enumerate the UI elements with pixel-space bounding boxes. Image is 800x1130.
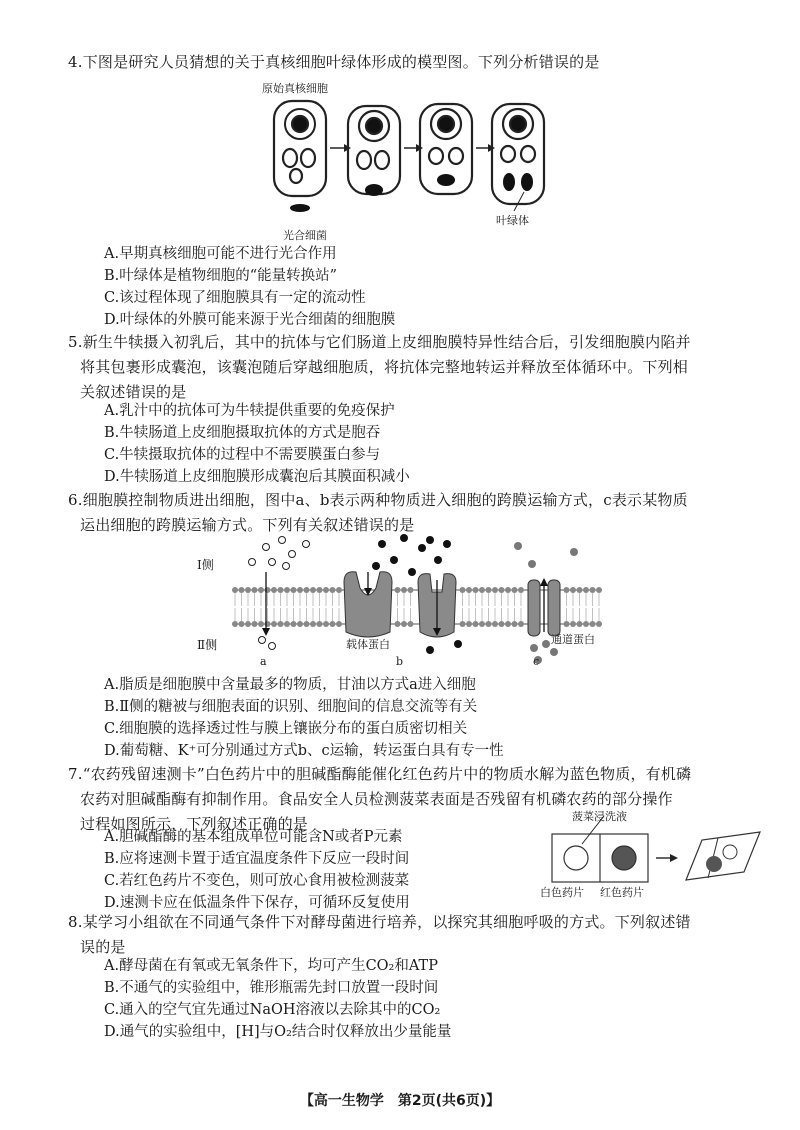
q6-option-a: A.脂质是细胞膜中含量最多的物质，甘油以方式a进入细胞 — [104, 677, 476, 693]
cell-stage-2 — [348, 106, 400, 194]
lipid-head — [252, 587, 258, 593]
q5-stem-line: 关叙述错误的是 — [80, 383, 187, 401]
lipid-head — [512, 621, 518, 627]
lipid-head — [317, 587, 323, 593]
label-channel-protein: 通道蛋白 — [551, 633, 595, 646]
lipid-head — [304, 621, 310, 627]
label-side-2: Ⅱ侧 — [197, 638, 218, 652]
q8-option-a: A.酵母菌在有氧或无氧条件下，均可产生CO₂和ATP — [104, 958, 438, 974]
lipid-head — [310, 587, 316, 593]
lipid-head — [323, 621, 329, 627]
label-chloroplast: 叶绿体 — [496, 214, 529, 227]
lipid-head — [395, 587, 401, 593]
lipid-head — [284, 587, 290, 593]
q8-options — [104, 955, 451, 1043]
lipid-head — [570, 621, 576, 627]
q5-option-a: A.乳汁中的抗体可为牛犊提供重要的免疫保护 — [104, 403, 395, 419]
q7-option-c: C.若红色药片不变色，则可放心食用被检测菠菜 — [104, 873, 410, 889]
q7-option-d: D.速测卡应在低温条件下保存，可循环反复使用 — [104, 895, 410, 911]
lipid-head — [564, 621, 570, 627]
cell-stage-4 — [492, 104, 544, 204]
q8-option-b: B.不通气的实验组中，锥形瓶需先封口放置一段时间 — [104, 980, 439, 996]
lipid-head — [232, 587, 238, 593]
label-a: a — [260, 655, 267, 668]
lipid-head — [460, 587, 466, 593]
q6-stem-line: 运出细胞的跨膜运输方式。下列有关叙述错误的是 — [80, 516, 415, 534]
red-tablet — [612, 846, 636, 870]
q8-option-c: C.通入的空气宜先通过NaOH溶液以去除其中的CO₂ — [104, 1002, 441, 1018]
q6-option-d: D.葡萄糖、K⁺可分别通过方式b、c运输，转运蛋白具有专一性 — [104, 743, 504, 759]
lipid-head — [499, 587, 505, 593]
lipid-head — [408, 621, 414, 627]
q5-option-d: D.牛犊肠道上皮细胞膜形成囊泡后其膜面积减小 — [104, 469, 410, 485]
lipid-head — [336, 621, 342, 627]
q7-stem-line: 7.“农药残留速测卡”白色药片中的胆碱酯酶能催化红色药片中的物质水解为蓝色物质，有机磷 — [68, 765, 692, 783]
lipid-head — [330, 621, 336, 627]
lipid-head — [505, 587, 511, 593]
lipid-head — [336, 587, 342, 593]
label-side-1: Ⅰ侧 — [197, 558, 214, 572]
lipid-head — [570, 587, 576, 593]
lipid-head — [258, 621, 264, 627]
lipid-head — [596, 621, 602, 627]
lipid-head — [518, 587, 524, 593]
lipid-head — [518, 621, 524, 627]
q4-option-c: C.该过程体现了细胞膜具有一定的流动性 — [104, 290, 366, 306]
lipid-head — [330, 587, 336, 593]
lipid-head — [499, 621, 505, 627]
q5-options — [104, 400, 410, 488]
lipid-head — [408, 587, 414, 593]
lipid-head — [583, 587, 589, 593]
cell-stage-1 — [274, 101, 326, 196]
lipid-head — [466, 587, 472, 593]
q8-stem-line: 误的是 — [80, 938, 126, 956]
lipid-head — [466, 621, 472, 627]
q6-options — [104, 674, 504, 762]
lipid-head — [486, 621, 492, 627]
q4-option-d: D.叶绿体的外膜可能来源于光合细菌的细胞膜 — [104, 312, 396, 328]
lipid-head — [278, 587, 284, 593]
label-carrier-protein: 载体蛋白 — [346, 638, 390, 651]
lipid-head — [271, 587, 277, 593]
q8-stem-line: 8.某学习小组欲在不同通气条件下对酵母菌进行培养，以探究其细胞呼吸的方式。下列叙述错 — [68, 913, 691, 931]
lipid-head — [473, 621, 479, 627]
lipid-head — [583, 621, 589, 627]
lipid-head — [278, 621, 284, 627]
lipid-head — [492, 587, 498, 593]
lipid-head — [304, 587, 310, 593]
q4-option-a: A.早期真核细胞可能不进行光合作用 — [104, 246, 337, 262]
lipid-head — [401, 621, 407, 627]
lipid-head — [271, 621, 277, 627]
lipid-head — [232, 621, 238, 627]
lipid-head — [512, 587, 518, 593]
q5-stem-line: 将其包裹形成囊泡，该囊泡随后穿越细胞质，将抗体完整地转运并释放至体循环中。下列相 — [80, 358, 689, 376]
q5-stem-line: 5.新生牛犊摄入初乳后，其中的抗体与它们肠道上皮细胞膜特异性结合后，引发细胞膜内陷并 — [68, 333, 691, 351]
lipid-head — [310, 621, 316, 627]
q4-stem: 4.下图是研究人员猜想的关于真核细胞叶绿体形成的模型图。下列分析错误的是 — [68, 53, 600, 71]
molecules-a — [249, 537, 310, 650]
lipid-head — [323, 587, 329, 593]
q8-stem — [68, 910, 691, 960]
lipid-head — [297, 621, 303, 627]
lipid-head — [258, 587, 264, 593]
q7-option-b: B.应将速测卡置于适宜温度条件下反应一段时间 — [104, 851, 410, 867]
lipid-head — [239, 621, 245, 627]
page-footer: 【高一生物学 第2页(共6页)】 — [299, 1093, 501, 1109]
q5-stem — [68, 330, 691, 405]
label-primitive-cell: 原始真核细胞 — [262, 82, 328, 95]
lipid-head — [291, 621, 297, 627]
lipid-head — [479, 587, 485, 593]
lipid-head — [590, 621, 596, 627]
q7-stem-line: 农药对胆碱酯酶有抑制作用。食品安全人员检测菠菜表面是否残留有机磷农药的部分操作 — [80, 790, 673, 808]
q7-stem-line: 过程如图所示，下列叙述正确的是 — [80, 815, 309, 833]
lipid-head — [577, 587, 583, 593]
lipid-head — [479, 621, 485, 627]
lipid-head — [486, 587, 492, 593]
lipid-head — [590, 587, 596, 593]
lipid-head — [492, 621, 498, 627]
lipid-head — [297, 587, 303, 593]
lipid-head — [317, 621, 323, 627]
q4-options — [104, 243, 395, 331]
label-c: c — [533, 655, 540, 668]
lipid-head — [577, 621, 583, 627]
label-b: b — [396, 655, 404, 668]
lipid-head — [564, 587, 570, 593]
lipid-head — [245, 587, 251, 593]
lipid-head — [505, 621, 511, 627]
label-spinach-wash: 菠菜浸洗液 — [572, 810, 627, 823]
white-tablet — [564, 846, 588, 870]
lipid-head — [401, 587, 407, 593]
lipid-head — [239, 587, 245, 593]
q7-option-a: A.胆碱酯酶的基本组成单位可能含N或者P元素 — [104, 829, 403, 845]
q7-options — [104, 826, 410, 914]
lipid-head — [395, 621, 401, 627]
q5-option-c: C.牛犊摄取抗体的过程中不需要膜蛋白参与 — [104, 447, 381, 463]
q6-stem — [68, 488, 688, 538]
q6-stem-line: 6.细胞膜控制物质进出细胞，图中a、b表示两种物质进入细胞的跨膜运输方式，c表示某物质 — [68, 491, 688, 509]
lipid-head — [473, 587, 479, 593]
lipid-head — [245, 621, 251, 627]
label-white-tablet: 白色药片 — [540, 886, 584, 899]
lipid-head — [460, 621, 466, 627]
q4-option-b: B.叶绿体是植物细胞的“能量转换站” — [104, 268, 338, 284]
lipid-head — [291, 587, 297, 593]
q8-option-d: D.通气的实验组中，[H]与O₂结合时仅释放出少量能量 — [104, 1024, 452, 1040]
q6-option-b: B.Ⅱ侧的糖被与细胞表面的识别、细胞间的信息交流等有关 — [104, 699, 478, 715]
q5-option-b: B.牛犊肠道上皮细胞摄取抗体的方式是胞吞 — [104, 425, 381, 441]
label-red-tablet: 红色药片 — [600, 886, 644, 899]
lipid-head — [596, 587, 602, 593]
q6-option-c: C.细胞膜的选择透过性与膜上镶嵌分布的蛋白质密切相关 — [104, 721, 468, 737]
lipid-head — [252, 621, 258, 627]
lipid-head — [284, 621, 290, 627]
label-photosynthetic-bacteria: 光合细菌 — [283, 229, 327, 242]
